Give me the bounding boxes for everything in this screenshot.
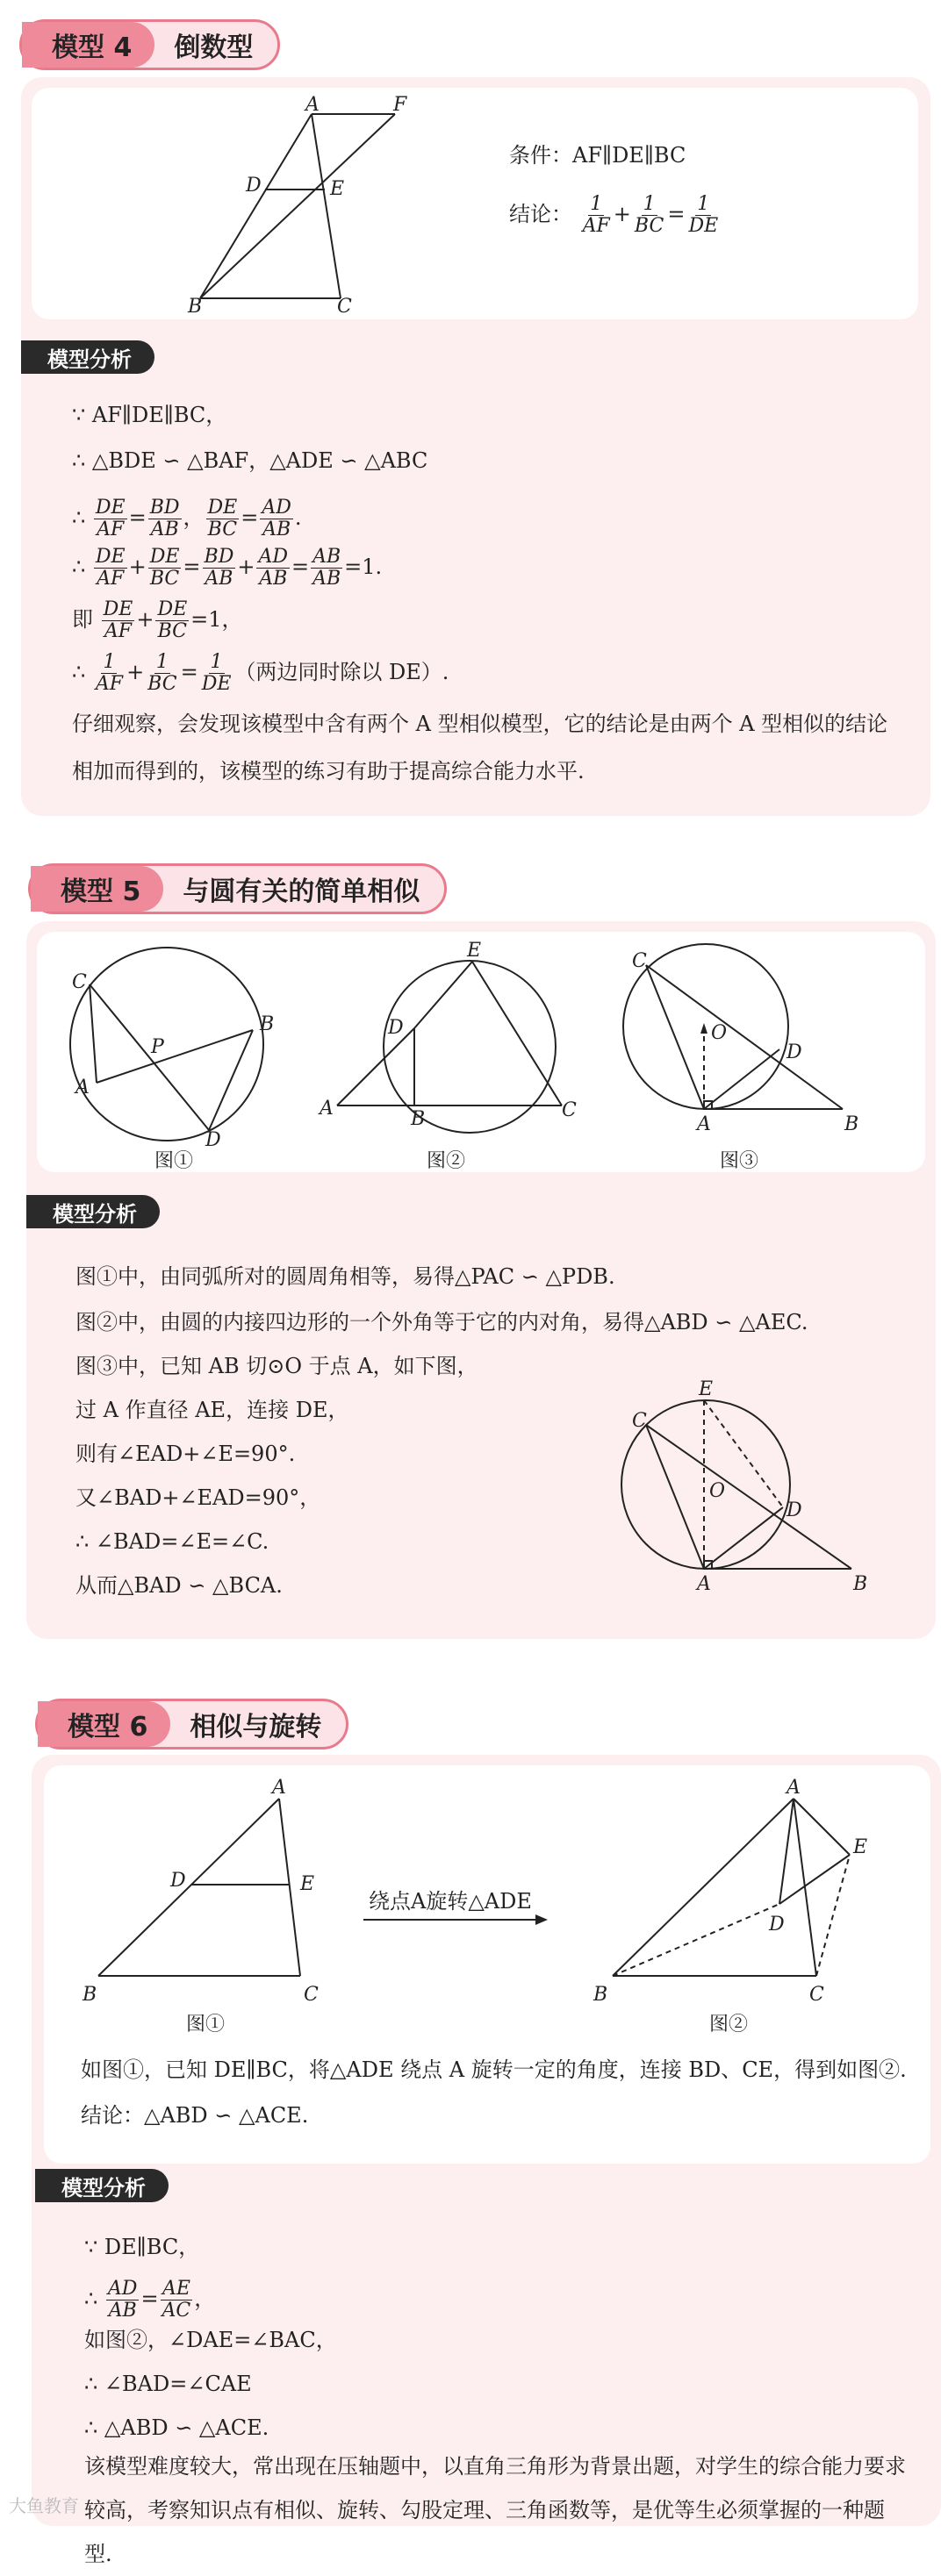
f62-E: E: [853, 1836, 868, 1858]
model6-title: 相似与旋转: [190, 1712, 322, 1742]
f61-D: D: [170, 1870, 186, 1892]
f62-D: D: [769, 1914, 785, 1936]
m5-line5: 则有∠EAD+∠E=90°.: [75, 1442, 296, 1466]
model4-conclusion: 结论： $\frac{1}{AF}$ + $\frac{1}{BC}$ = $\frac{1}{DE}$: [509, 193, 719, 237]
f3-D: D: [786, 1041, 802, 1063]
m4-line1: ∵ AF∥DE∥BC，: [72, 403, 227, 427]
f4-E: E: [699, 1378, 714, 1400]
f4-D: D: [786, 1499, 802, 1521]
f3-B: B: [844, 1113, 859, 1135]
rotate-arrow: [360, 1911, 553, 1928]
model5-number: 模型 5: [31, 866, 163, 912]
m6-line1: ∵ DE∥BC，: [84, 2235, 200, 2259]
f1-C: C: [72, 971, 87, 993]
m4-paragraph: 仔细观察，会发现该模型中含有两个 A 型相似模型，它的结论是由两个 A 型相似的结论相加而得到的，该模型的练习有助于提高综合能力水平.: [72, 712, 888, 784]
m6-description: 如图①，已知 DE∥BC，将△ADE 绕点 A 旋转一定的角度，连接 BD、CE，得到如图②.: [81, 2057, 907, 2082]
fig1-circle-chords: [61, 935, 290, 1151]
m6-conclusion: 结论：△ABD ∽ △ACE.: [81, 2103, 309, 2128]
model5-title: 与圆有关的简单相似: [183, 877, 420, 907]
fig6-1-caption: 图①: [186, 2014, 226, 2036]
m6-line4: ∴ ∠BAD=∠CAE: [84, 2372, 252, 2396]
f1-D: D: [205, 1129, 221, 1151]
m5-line6: 又∠BAD+∠EAD=90°，: [75, 1485, 321, 1510]
fig6-1-triangle: [70, 1772, 351, 2009]
fig2-caption: 图②: [427, 1150, 466, 1172]
f1-P: P: [151, 1036, 164, 1058]
f4-B: B: [853, 1573, 868, 1595]
model5-analysis-tag: 模型分析: [26, 1195, 160, 1228]
f2-E: E: [467, 940, 482, 962]
m5-line2: 图②中，由圆的内接四边形的一个外角等于它的内对角，易得△ABD ∽ △AEC.: [75, 1310, 808, 1335]
label-A: A: [305, 94, 320, 116]
f2-B: B: [411, 1108, 426, 1130]
fig1-caption: 图①: [154, 1150, 194, 1172]
m6-line3: 如图②，∠DAE=∠BAC，: [84, 2328, 337, 2352]
model4-title: 倒数型: [174, 32, 254, 63]
f4-C: C: [632, 1410, 647, 1432]
f4-A: A: [697, 1573, 711, 1595]
m4-line2: ∴ △BDE ∽ △BAF，△ADE ∽ △ABC: [72, 448, 428, 473]
label-D: D: [246, 175, 262, 197]
f62-C: C: [809, 1984, 824, 2006]
f3-C: C: [632, 950, 647, 972]
m5-line3: 图③中，已知 AB 切⊙O 于点 A，如下图，: [75, 1354, 478, 1378]
label-F: F: [393, 94, 407, 116]
label-B: B: [188, 296, 203, 318]
m5-line4: 过 A 作直径 AE，连接 DE，: [75, 1398, 349, 1422]
m4-line6: ∴ $\frac{1}{AF}$ + $\frac{1}{BC}$ = $\frac{1}{DE}$ （两边同时除以 DE）.: [72, 651, 449, 695]
model6-header: [35, 1699, 348, 1750]
model4-figure: [176, 88, 421, 319]
f61-A: A: [272, 1777, 286, 1799]
m4-line5: 即 $\frac{DE}{AF}$ + $\frac{DE}{BC}$ =1，: [72, 598, 243, 642]
rotate-label: 绕点A旋转△ADE: [369, 1889, 532, 1914]
f1-B: B: [260, 1013, 275, 1035]
model6-number: 模型 6: [38, 1701, 170, 1747]
model4-analysis-tag: 模型分析: [21, 340, 154, 374]
model6-analysis-tag: 模型分析: [35, 2169, 169, 2202]
model4-figure-box: [32, 88, 918, 319]
fig2-circle-secant: [318, 935, 590, 1146]
m5-line7: ∴ ∠BAD=∠E=∠C.: [75, 1529, 269, 1554]
f4-O: O: [709, 1480, 726, 1502]
f2-D: D: [388, 1017, 404, 1039]
model4-number: 模型 4: [22, 22, 154, 68]
f62-B: B: [593, 1984, 608, 2006]
m6-paragraph: 该模型难度较大，常出现在压轴题中，以直角三角形为背景出题，对学生的综合能力要求较高，考察知识点有相似、旋转、勾股定理、三角函数等，是优等生必须掌握的一种题型.: [84, 2454, 906, 2566]
m6-line5: ∴ △ABD ∽ △ACE.: [84, 2415, 269, 2440]
fig6-2-rotated: [579, 1772, 895, 2009]
m5-line8: 从而△BAD ∽ △BCA.: [75, 1573, 283, 1598]
f61-B: B: [83, 1984, 97, 2006]
watermark: 大鱼教育: [9, 2495, 79, 2516]
label-C: C: [337, 296, 352, 318]
f3-O: O: [711, 1022, 728, 1044]
m5-line1: 图①中，由同弧所对的圆周角相等，易得△PAC ∽ △PDB.: [75, 1264, 615, 1289]
model4-condition: 条件：AF∥DE∥BC: [509, 143, 686, 168]
fig4-tangent-diameter: [602, 1374, 883, 1602]
f62-A: A: [786, 1777, 801, 1799]
f2-C: C: [562, 1099, 577, 1121]
fig6-2-caption: 图②: [709, 2014, 749, 2036]
f61-E: E: [300, 1873, 315, 1895]
model4-header: [19, 19, 280, 70]
m6-line2: ∴ $\frac{AD}{AB}$ = $\frac{AE}{AC}$ ，: [84, 2278, 216, 2322]
m4-line3: ∴ $\frac{DE}{AF}$ = $\frac{BD}{AB}$ ， $\frac{DE}{BC}$ = $\frac{AD}{AB}$ .: [72, 497, 302, 540]
f3-A: A: [697, 1113, 711, 1135]
f61-C: C: [304, 1984, 319, 2006]
label-E: E: [330, 178, 345, 200]
fig3-circle-tangent: [614, 935, 878, 1146]
model5-header: [28, 863, 447, 914]
f1-A: A: [75, 1077, 90, 1098]
f2-A: A: [320, 1098, 334, 1120]
fig3-caption: 图③: [720, 1150, 759, 1172]
m4-line4: ∴ $\frac{DE}{AF}$ + $\frac{DE}{BC}$ = $\frac{BD}{AB}$ + $\frac{AD}{AB}$ = $\frac{AB}{AB}$ =1.: [72, 546, 383, 590]
